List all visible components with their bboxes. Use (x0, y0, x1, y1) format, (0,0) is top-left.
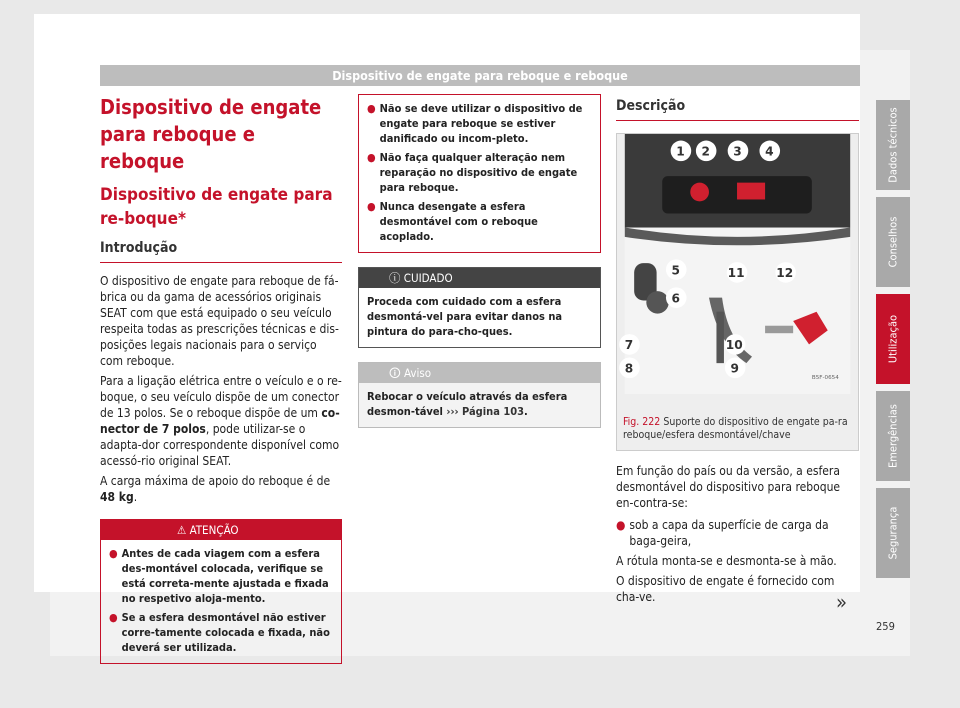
list-item: ● Se a esfera desmontável não estiver corre-tamente colocada e fixada, não deverá ser utilizada. (109, 611, 330, 654)
side-tab-conselhos[interactable]: Conselhos (876, 197, 910, 287)
subsection-title: Introdução (100, 240, 342, 263)
caution-icon: ⓘ (389, 271, 404, 285)
callout-9: 9 (730, 361, 739, 376)
side-tab-seguranca[interactable]: Segurança (876, 488, 910, 578)
callout-4: 4 (765, 144, 774, 159)
caution-box (358, 267, 601, 348)
list-item: ● Não faça qualquer alteração nem reparação no dispositivo de engate para reboque. (367, 151, 578, 194)
callout-10: 10 (725, 338, 743, 353)
side-tab-dados-tecnicos[interactable]: Dados técnicos (876, 100, 910, 190)
callout-5: 5 (671, 263, 681, 278)
list-item: ● Não se deve utilizar o dispositivo de engate para reboque se estiver danificado ou incom-pleto. (367, 102, 583, 145)
chapter-title: Dispositivo de engate para reboque e reboque (100, 95, 322, 173)
paragraph: Em função do país ou da versão, a esfera desmontável do dispositivo para reboque en-contra-se: (616, 464, 841, 510)
paragraph: A rótula monta-se e desmonta-se à mão. (616, 554, 837, 568)
info-icon: 🛈 (389, 366, 405, 380)
continue-mark: » (836, 590, 848, 614)
callout-11: 11 (727, 266, 745, 281)
paragraph: O dispositivo de engate para reboque de fá-brica ou da gama de acessórios originais SEAT com que está equipado o seu veículo respeita todas as prescrições técnicas e dis-posições legais nacionais para o serviço com reboque. (100, 274, 339, 368)
page-link[interactable]: ››› Página 103 (446, 405, 524, 418)
section-title: Dispositivo de engate para re-boque* (100, 185, 333, 229)
callout-6: 6 (671, 291, 681, 306)
callout-1: 1 (676, 144, 685, 159)
figure-code: B5F-0654 (811, 375, 839, 382)
callout-3: 3 (733, 144, 742, 159)
page-number: 259 (876, 620, 895, 633)
running-header: Dispositivo de engate para reboque e reboque (100, 65, 860, 86)
paragraph: O dispositivo de engate é fornecido com cha-ve. (616, 574, 835, 604)
note-text: Rebocar o veículo através da esfera desmon-tável ››› Página 103. (367, 390, 568, 418)
column-2 (358, 94, 601, 428)
note-box (358, 362, 601, 428)
list-item: ● Nunca desengate a esfera desmontável com o reboque acoplado. (367, 200, 538, 243)
figure (616, 133, 859, 451)
warning-box (100, 519, 342, 664)
column-3 (616, 98, 859, 605)
caution-header: ⓘ CUIDADO (359, 268, 600, 288)
warning-box-continued (358, 94, 601, 253)
warning-icon: ⚠ (177, 523, 190, 537)
column-1 (100, 94, 342, 664)
list-item: ● sob a capa da superfície de carga da baga-geira, (616, 518, 829, 548)
towbar-illustration (617, 134, 858, 394)
callout-7: 7 (624, 338, 634, 353)
callout-8: 8 (624, 361, 634, 376)
side-tab-utilizacao[interactable]: Utilização (876, 294, 910, 384)
paragraph: Para a ligação elétrica entre o veículo e o re-boque, o seu veículo dispõe de um conector de 13 polos. Se o reboque dispõe de um co-nector de 7 polos, pode utilizar-se o adapta-dor correspondente disponível como acessó-rio original SEAT. (100, 374, 342, 468)
callout-2: 2 (701, 144, 710, 159)
callout-12: 12 (776, 266, 794, 281)
caution-text: Proceda com cuidado com a esfera desmontá-vel para evitar danos na pintura do para-cho-ques. (367, 295, 563, 338)
paragraph: A carga máxima de apoio do reboque é de 48 kg. (100, 474, 331, 504)
note-header: 🛈 Aviso (359, 363, 600, 383)
figure-caption: Fig. 222 Suporte do dispositivo de engate pa-ra reboque/esfera desmontável/chave (623, 416, 848, 441)
subsection-title: Descrição (616, 98, 859, 121)
side-tab-emergencias[interactable]: Emergências (876, 391, 910, 481)
list-item: ● Antes de cada viagem com a esfera des-montável colocada, verifique se está correta-mente ajustada e fixada no respetivo aloja-mento. (109, 547, 329, 605)
warning-header: ⚠ ATENÇÃO (101, 520, 341, 540)
